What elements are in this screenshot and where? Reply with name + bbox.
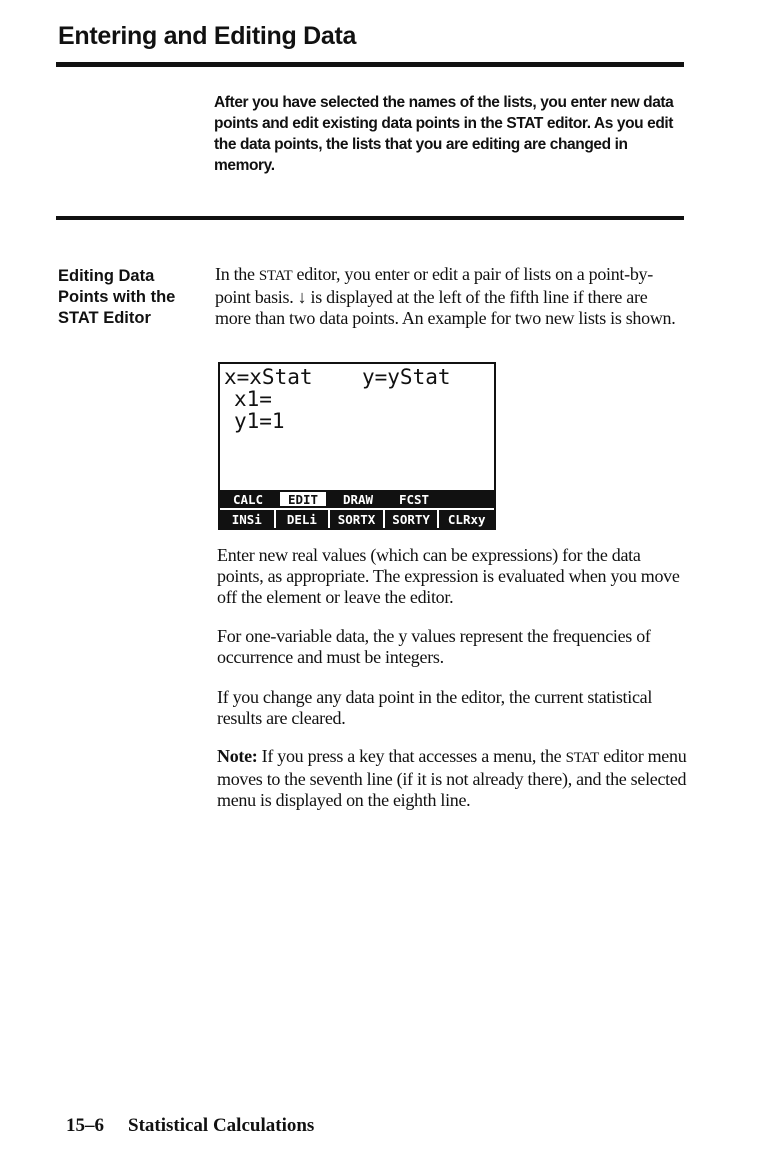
stat-keyword: STAT — [258, 268, 293, 284]
body-paragraph-2: Enter new real values (which can be expressions) for the data points, as appropriate. The expression is evaluated when you move off the element or leave the editor. — [217, 545, 680, 607]
para1-text-c: is displayed at the left of the fifth line if there are more than two data points. An example for two new lists is shown. — [215, 287, 676, 328]
menu-fcst[interactable]: FCST — [398, 491, 430, 507]
page-number: 15–6 — [66, 1115, 104, 1136]
para1-text-a: In the — [215, 264, 259, 284]
menu-sorty[interactable]: SORTY — [385, 510, 438, 528]
menu-deli[interactable]: DELi — [276, 510, 329, 528]
note-paragraph — [217, 746, 687, 811]
top-divider — [56, 62, 684, 67]
page-title: Entering and Editing Data — [58, 22, 357, 50]
calculator-screen — [218, 362, 496, 530]
section-heading: Editing Data Points with the STAT Editor — [58, 267, 176, 327]
note-label: Note: — [217, 746, 258, 766]
body-paragraph-1 — [215, 264, 680, 329]
page-footer — [66, 1115, 314, 1137]
menu-clrxy[interactable]: CLRxy — [439, 510, 494, 528]
menu-row-top — [220, 490, 494, 508]
screen-line-2: x1= — [234, 387, 272, 411]
intro-paragraph: After you have selected the names of the lists, you enter new data points and edit existing data points in the STAT editor. As you edit the data points, the lists that you are editing are changed in memory. — [214, 94, 674, 174]
menu-sortx[interactable]: SORTX — [330, 510, 383, 528]
note-stat-keyword: STAT — [565, 750, 600, 766]
para1-text-b: editor, you enter or edit a pair of lists on a point-by-point basis. — [215, 264, 653, 307]
menu-calc[interactable]: CALC — [232, 491, 264, 507]
section-divider — [56, 216, 684, 220]
screen-line-3: y1=1 — [234, 409, 285, 433]
down-arrow-icon: ↓ — [297, 287, 307, 307]
note-text-b: editor menu moves to the seventh line (if it is not already there), and the selected menu is displayed on the eighth line. — [217, 746, 687, 810]
chapter-title: Statistical Calculations — [128, 1115, 315, 1136]
note-text-a: If you press a key that accesses a menu, the — [257, 746, 566, 766]
body-paragraph-3: For one-variable data, the y values represent the frequencies of occurrence and must be integers. — [217, 626, 651, 667]
screen-line-1-left: x=xStat — [224, 365, 313, 389]
body-paragraph-4: If you change any data point in the editor, the current statistical results are cleared. — [217, 687, 653, 728]
menu-insi[interactable]: INSi — [220, 510, 274, 528]
menu-row-bottom — [220, 510, 494, 528]
menu-edit[interactable]: EDIT — [280, 492, 326, 506]
screen-line-1-right: y=yStat — [362, 365, 451, 389]
menu-draw[interactable]: DRAW — [342, 491, 374, 507]
